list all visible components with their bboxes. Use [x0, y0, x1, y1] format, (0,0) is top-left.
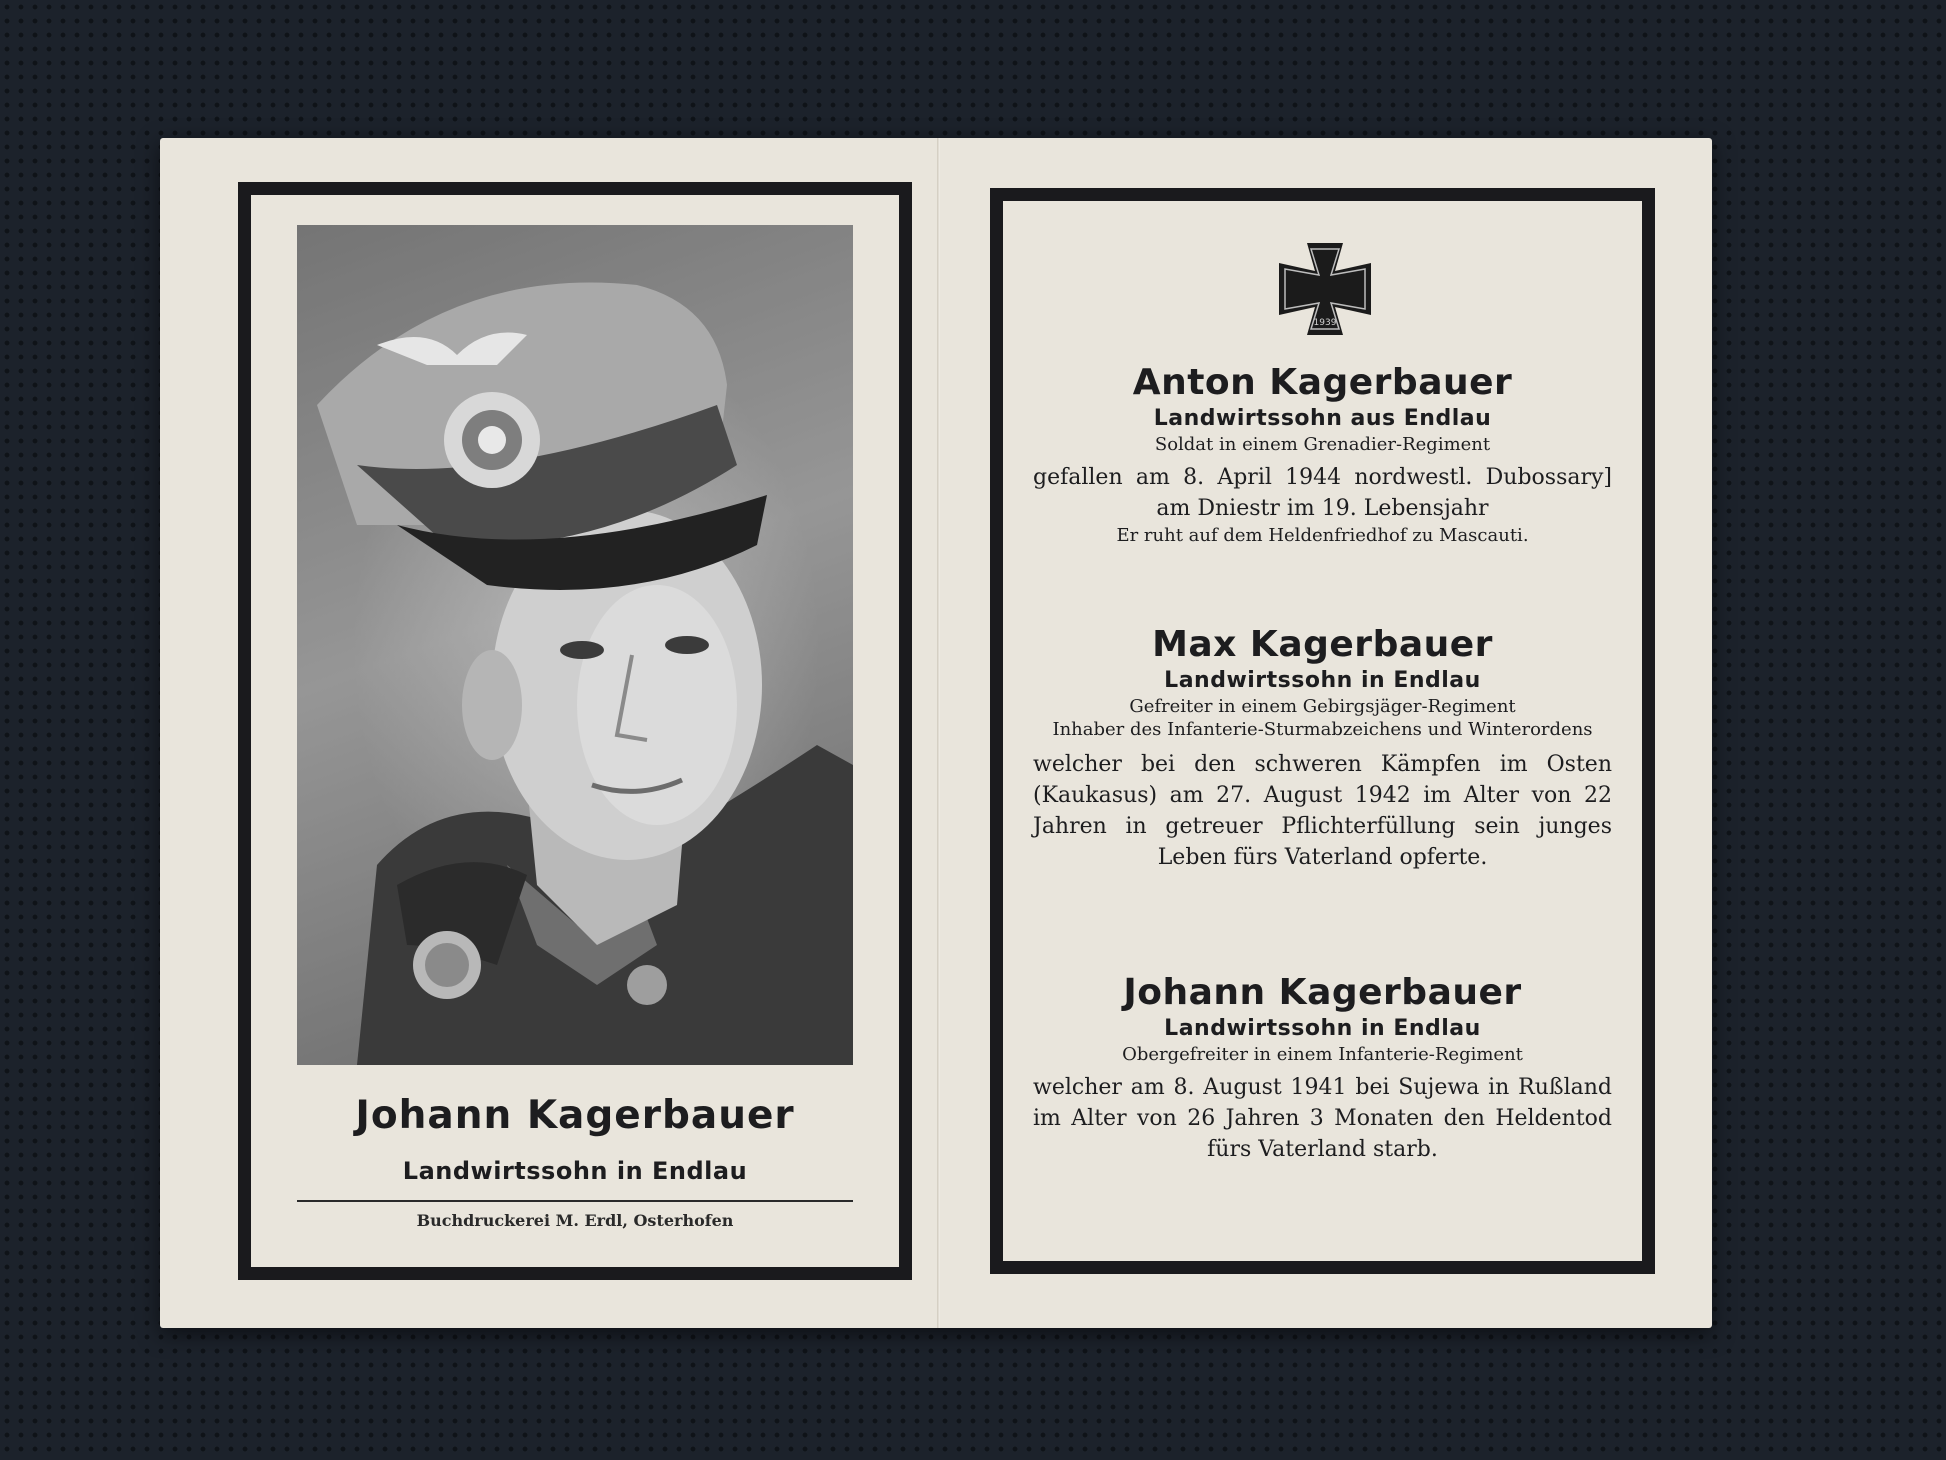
printer-credit: Buchdruckerei M. Erdl, Osterhofen [416, 1211, 734, 1230]
entry-text: welcher bei den schweren Kämpfen im Osten (Kaukasus) am 27. August 1942 im Alter von 22 Jahren in getreuer Pflichterfüllung sein junges Leben fürs Vaterland opferte. [1033, 752, 1612, 870]
left-page-name: Johann Kagerbauer [355, 1093, 795, 1138]
entry-johann [1033, 971, 1612, 1165]
entry-subtitle: Landwirtssohn in Endlau [1164, 1016, 1481, 1041]
entry-rank: Gefreiter in einem Gebirgsjäger-Regiment [1129, 696, 1516, 717]
iron-cross-icon [1277, 241, 1373, 337]
entry-anton [1033, 361, 1612, 548]
entry-rank: Obergefreiter in einem Infanterie-Regiment [1122, 1044, 1523, 1065]
entry-subtitle: Landwirtssohn aus Endlau [1153, 406, 1492, 431]
divider-rule [297, 1200, 853, 1202]
entry-text: welcher am 8. August 1941 bei Sujewa in Rußland im Alter von 26 Jahren 3 Monaten den Heldentod fürs Vaterland starb. [1033, 1075, 1612, 1162]
entry-rank: Soldat in einem Grenadier-Regiment [1154, 434, 1491, 455]
entry-note: Er ruht auf dem Heldenfriedhof zu Mascauti. [1116, 525, 1529, 546]
entry-max [1033, 623, 1612, 873]
cross-year: 1939 [1313, 318, 1337, 328]
entry-subtitle: Landwirtssohn in Endlau [1164, 668, 1481, 693]
entry-name: Anton Kagerbauer [1132, 362, 1513, 403]
entry-name: Max Kagerbauer [1152, 624, 1493, 665]
memorial-card [160, 138, 1712, 1328]
entry-rank-extra: Inhaber des Infanterie-Sturmabzeichens und Winterordens [1052, 719, 1593, 740]
card-fold [937, 138, 940, 1328]
left-page-subtitle: Landwirtssohn in Endlau [402, 1157, 748, 1185]
right-page-frame [990, 188, 1655, 1274]
entry-text: gefallen am 8. April 1944 nordwestl. Dubossary] am Dniestr im 19. Lebensjahr [1033, 465, 1612, 521]
soldier-portrait-photo [297, 225, 853, 1065]
entry-name: Johann Kagerbauer [1123, 972, 1522, 1013]
left-page-frame [238, 182, 912, 1280]
